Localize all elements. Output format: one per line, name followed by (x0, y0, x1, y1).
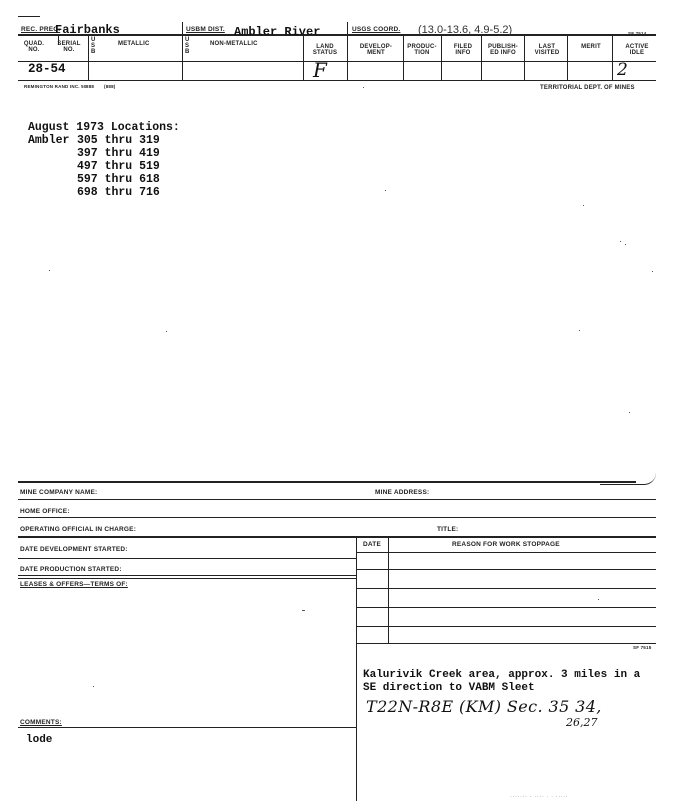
handwritten-legal-description: T22N-R8E (KM) Sec. 35 34, (366, 697, 602, 716)
col-metallic: METALLIC (118, 41, 150, 47)
form-number-top: SF 7514 (628, 31, 647, 36)
notes-line-6: 698 thru 716 (77, 186, 160, 199)
printer-code-1: 888 (86, 84, 95, 89)
rec-prec-label: REC. PREC. (21, 26, 61, 33)
col-development: DEVELOP-MENT (359, 44, 393, 56)
leases-offers-label: LEASES & OFFERS—TERMS OF: (20, 581, 128, 588)
notes-line-1: August 1973 Locations: (28, 121, 180, 134)
header-divider-1 (182, 22, 183, 80)
date-col-label: DATE (363, 541, 382, 548)
scan-speck (579, 330, 580, 331)
form-rule-7b (18, 578, 356, 579)
col-filed-info: FILED INFO (453, 44, 473, 56)
usbm-dist-value: Ambler River (234, 25, 321, 39)
rec-prec-underline (55, 35, 177, 36)
scan-speck (49, 270, 50, 271)
stoppage-rule-2 (356, 607, 656, 608)
handwritten-sections: 26,27 (566, 716, 598, 729)
mine-company-name-label: MINE COMPANY NAME: (20, 489, 98, 496)
scan-speck (302, 610, 305, 611)
form-center-divider (356, 536, 357, 801)
stoppage-date-divider (388, 536, 389, 643)
operating-official-label: OPERATING OFFICIAL IN CHARGE: (20, 526, 137, 533)
comments-rule (18, 727, 356, 728)
rec-prec-value: Fairbanks (55, 23, 120, 37)
form-number-bottom: SF 7515 (633, 645, 652, 650)
stoppage-rule-1 (356, 588, 656, 589)
notes-line-2-left: Ambler (28, 134, 70, 147)
quad-serial-value: 28-54 (28, 62, 66, 76)
location-text-2: SE direction to VABM Sleet (363, 682, 535, 694)
col-quad-no: QUAD. NO. (23, 41, 45, 53)
date-production-label: DATE PRODUCTION STARTED: (20, 566, 122, 573)
scan-speck (652, 271, 653, 272)
mine-address-label: MINE ADDRESS: (375, 489, 430, 496)
home-office-label: HOME OFFICE: (20, 508, 70, 515)
scan-speck (166, 331, 167, 332)
header-divider-dev (403, 35, 404, 80)
header-rule-4 (18, 80, 656, 81)
scan-speck (93, 686, 94, 687)
notes-line-5: 597 thru 618 (77, 173, 160, 186)
land-status-value: F (313, 58, 327, 82)
form-rule-4 (356, 552, 656, 553)
col-active-idle: ACTIVE IDLE (625, 44, 649, 56)
scan-speck (629, 412, 630, 413)
header-divider-pub (524, 35, 525, 80)
header-divider-serial (88, 35, 89, 80)
notes-line-2: 305 thru 319 (77, 134, 160, 147)
header-divider-prod (441, 35, 442, 80)
header-divider-land (303, 35, 304, 80)
form-rule-6 (356, 569, 656, 570)
usgs-coord-label: USGS COORD. (352, 26, 401, 33)
col-land-status: LAND STATUS (312, 44, 338, 56)
scan-speck (620, 241, 621, 242)
title-label: TITLE: (437, 526, 459, 533)
stoppage-rule-3 (356, 626, 656, 627)
scan-speck (363, 87, 364, 88)
header-rule-3 (18, 61, 656, 62)
scan-speck (583, 205, 584, 206)
date-development-label: DATE DEVELOPMENT STARTED: (20, 546, 128, 553)
form-top-curl (600, 472, 656, 485)
footer-smudge: ······· · ···· · · ····· (510, 794, 569, 800)
location-text-1: Kalurivik Creek area, approx. 3 miles in a (363, 669, 641, 681)
agency-label: TERRITORIAL DEPT. OF MINES (540, 85, 635, 91)
form-rule-3 (18, 536, 656, 538)
header-divider-last (567, 35, 568, 80)
notes-line-4: 497 thru 519 (77, 160, 160, 173)
form-rule-5 (18, 558, 356, 559)
col-nonmetallic-prefix: U S B (185, 37, 190, 55)
form-rule-7 (18, 575, 356, 576)
printer-line: REMINGTON RAND INC. 50 (24, 84, 87, 89)
usgs-coord-value: (13.0-13.6, 4.9-5.2) (418, 24, 513, 36)
active-idle-value: 2 (617, 60, 628, 80)
scan-speck (625, 244, 626, 245)
col-metallic-prefix: U S B (91, 37, 96, 55)
scan-speck (598, 599, 599, 600)
header-divider-filed (481, 35, 482, 80)
comments-value: lode (26, 734, 53, 746)
col-last-visited: LAST VISITED (534, 44, 560, 56)
header-top-rule (18, 16, 40, 17)
reason-col-label: REASON FOR WORK STOPPAGE (452, 541, 560, 548)
notes-line-3: 397 thru 419 (77, 147, 160, 160)
col-nonmetallic: NON-METALLIC (210, 41, 258, 47)
form-rule-1 (18, 499, 656, 500)
header-divider-merit (612, 35, 613, 80)
printer-code-2: (888) (104, 84, 116, 89)
usbm-dist-label: USBM DIST. (186, 26, 225, 33)
form-top-rule (18, 481, 636, 483)
col-published-info: PUBLISH-ED INFO (488, 44, 518, 56)
header-divider-2 (347, 22, 348, 80)
stoppage-rule-4 (356, 643, 656, 644)
comments-label: COMMENTS: (20, 719, 62, 726)
col-merit: MERIT (581, 44, 601, 50)
col-production: PRODUC-TION (407, 44, 437, 56)
scan-speck (385, 190, 386, 191)
form-rule-2 (18, 517, 656, 518)
col-serial-no: SERIAL NO. (57, 41, 81, 53)
